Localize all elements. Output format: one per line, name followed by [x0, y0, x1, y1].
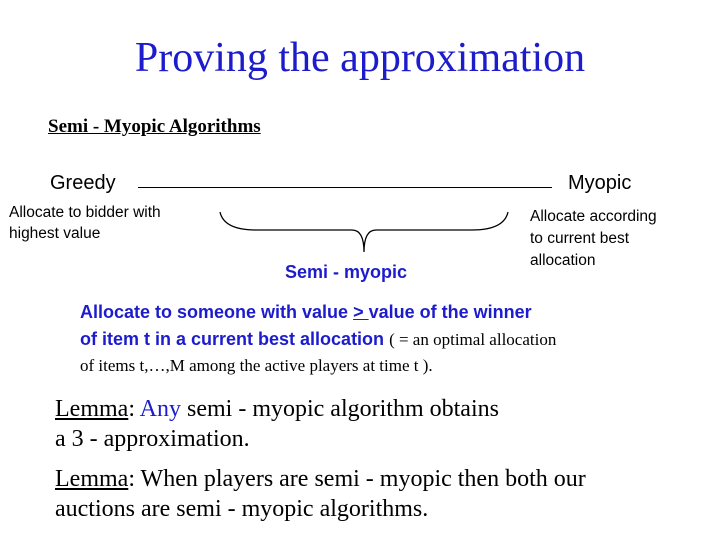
section-heading: Semi - Myopic Algorithms — [48, 116, 261, 137]
greedy-description — [9, 202, 161, 244]
lemma-colon: : — [128, 396, 140, 422]
lemma-2 — [55, 464, 586, 524]
semi-myopic-label: Semi - myopic — [285, 262, 408, 282]
lemma-colon: : — [128, 466, 141, 492]
semi-myopic-definition-line — [80, 302, 532, 323]
lemma-line — [55, 394, 499, 424]
slide-title: Proving the approximation — [134, 35, 586, 81]
lemma-line: a 3 - approximation. — [55, 426, 250, 452]
lemma-accent: Any — [139, 396, 181, 422]
myopic-description-line: Allocate according — [530, 208, 657, 225]
lemma-text: semi - myopic algorithm obtains — [181, 396, 499, 422]
definition-text: Allocate to someone with value — [80, 302, 354, 322]
lemma-label: Lemma — [55, 396, 129, 422]
greedy-description-line: Allocate to bidder with — [9, 204, 161, 221]
lemma-text: When players are semi - myopic then both our — [140, 466, 586, 492]
lemma-label: Lemma — [55, 466, 129, 492]
greater-equal-symbol: > — [353, 302, 369, 322]
greedy-description-line: highest value — [9, 225, 101, 242]
lemma-line — [55, 464, 586, 494]
curly-brace-icon — [216, 208, 512, 256]
spectrum-line — [138, 187, 552, 188]
myopic-description-line: to current best — [530, 230, 630, 247]
myopic-label: Myopic — [568, 172, 632, 194]
semi-myopic-definition-line: of items t,…,M among the active players at time t ). — [80, 356, 433, 375]
greedy-label: Greedy — [50, 172, 116, 194]
semi-myopic-definition-line — [80, 329, 556, 350]
definition-text: of item t in a current best allocation — [80, 329, 390, 349]
lemma-line: auctions are semi - myopic algorithms. — [55, 496, 429, 522]
definition-text: value of the winner — [368, 302, 532, 322]
definition-note: ( = an optimal allocation — [389, 330, 557, 349]
myopic-description — [530, 206, 657, 272]
lemma-1 — [55, 394, 499, 454]
myopic-description-line: allocation — [530, 252, 596, 269]
